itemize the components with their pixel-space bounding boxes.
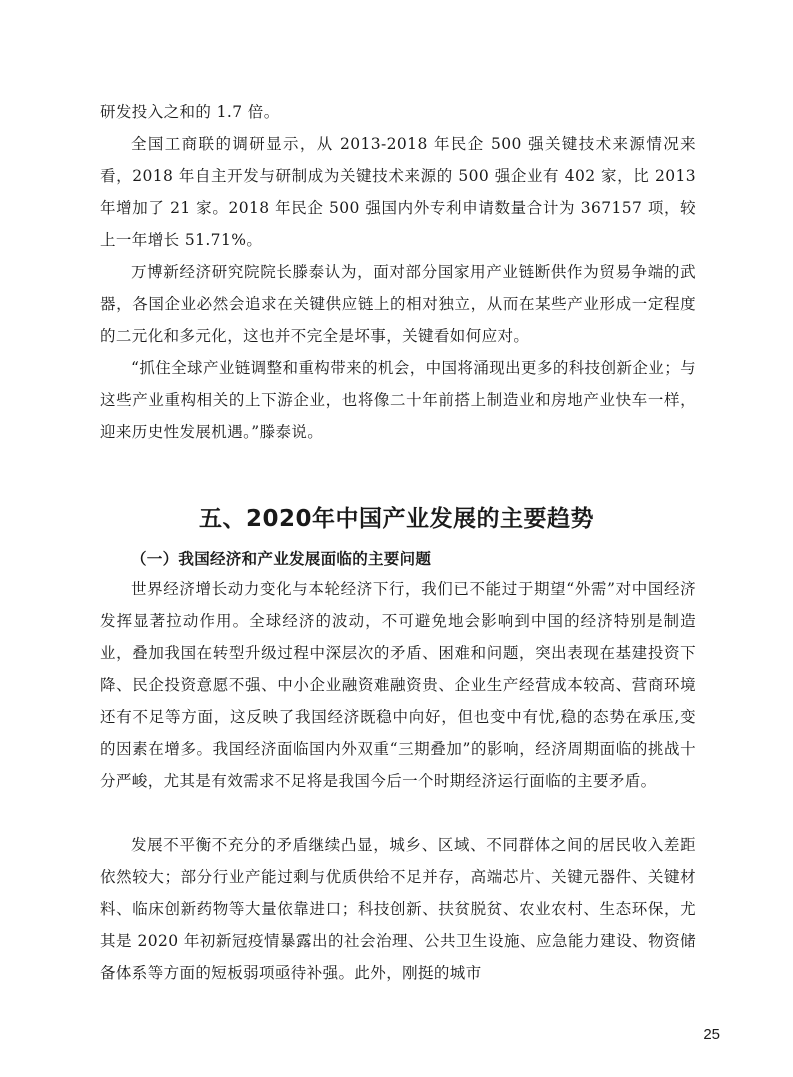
subsection-title: （一）我国经济和产业发展面临的主要问题 (131, 550, 432, 568)
paragraph-acfic-survey: 全国工商联的调研显示，从 2013-2018 年民企 500 强关键技术来源情况来看，2018 年自主开发与研制成为关键技术来源的 500 强企业有 402 家，比 2013 年增加了 21 家。2018 年民企 500 强国内外专利申请数量合计为 367157 项，较上一年增长 51.71%。 (100, 135, 696, 249)
paragraph-continuation: 研发投入之和的 1.7 倍。 (100, 103, 280, 121)
paragraph-teng-tai-view: 万博新经济研究院院长滕泰认为，面对部分国家用产业链断供作为贸易争端的武器，各国企业必然会追求在关键供应链上的相对独立，从而在某些产业形成一定程度的二元化和多元化，这也并不完全是坏事，关键看如何应对。 (100, 263, 696, 345)
paragraph-teng-tai-quote: “抓住全球产业链调整和重构带来的机会，中国将涌现出更多的科技创新企业；与这些产业重构相关的上下游企业，也将像二十年前搭上制造业和房地产业快车一样，迎来历史性发展机遇。”滕泰说。 (100, 359, 696, 441)
section-title: 五、2020年中国产业发展的主要趋势 (198, 506, 594, 532)
paragraph-imbalance: 发展不平衡不充分的矛盾继续凸显，城乡、区域、不同群体之间的居民收入差距依然较大；部分行业产能过剩与优质供给不足并存，高端芯片、关键元器件、关键材料、临床创新药物等大量依靠进口；科技创新、扶贫脱贫、农业农村、生态环保，尤其是 2020 年初新冠疫情暴露出的社会治理、公共卫生设施、应急能力建设、物资储备体系等方面的短板弱项亟待补强。此外，刚挺的城市 (100, 836, 696, 982)
page-number: 25 (703, 1026, 720, 1043)
paragraph-economic-issues: 世界经济增长动力变化与本轮经济下行，我们已不能过于期望“外需”对中国经济发挥显著拉动作用。全球经济的波动，不可避免地会影响到中国的经济特别是制造业，叠加我国在转型升级过程中深层次的矛盾、困难和问题，突出表现在基建投资下降、民企投资意愿不强、中小企业融资难融资贵、企业生产经营成本较高、营商环境还有不足等方面，这反映了我国经济既稳中向好，但也变中有忧,稳的态势在承压,变的因素在增多。我国经济面临国内外双重“三期叠加”的影响，经济周期面临的挑战十分严峻，尤其是有效需求不足将是我国今后一个时期经济运行面临的主要矛盾。 (100, 580, 696, 790)
